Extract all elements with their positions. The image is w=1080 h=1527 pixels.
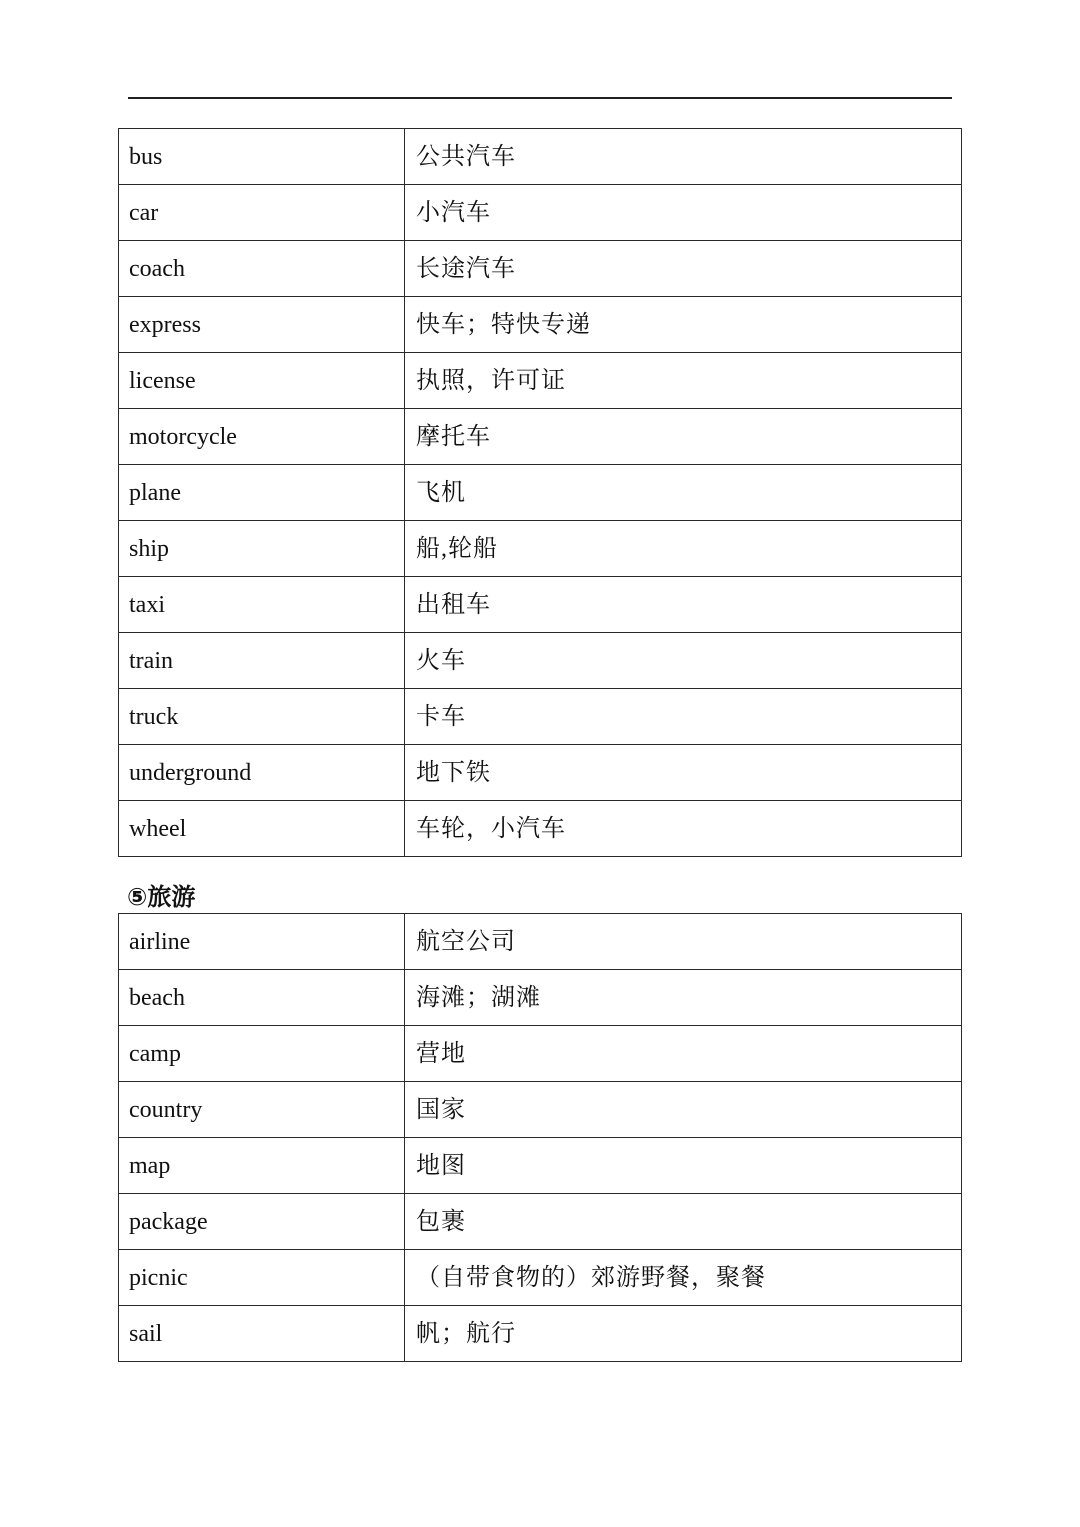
chinese-meaning: 卡车 [405, 689, 962, 745]
english-word: wheel [119, 801, 405, 857]
table-row [119, 521, 962, 577]
chinese-meaning: 国家 [405, 1082, 962, 1138]
table-row [119, 409, 962, 465]
english-word: country [119, 1082, 405, 1138]
chinese-meaning: 营地 [405, 1026, 962, 1082]
chinese-meaning: （自带食物的）郊游野餐，聚餐 [405, 1250, 962, 1306]
english-word: motorcycle [119, 409, 405, 465]
english-word: picnic [119, 1250, 405, 1306]
english-word: plane [119, 465, 405, 521]
table-row [119, 1082, 962, 1138]
table-row [119, 914, 962, 970]
english-word: package [119, 1194, 405, 1250]
header-rule [128, 97, 952, 99]
section-heading-travel: ⑤旅游 [127, 883, 196, 911]
english-word: taxi [119, 577, 405, 633]
table-row [119, 801, 962, 857]
english-word: car [119, 185, 405, 241]
english-word: sail [119, 1306, 405, 1362]
chinese-meaning: 车轮，小汽车 [405, 801, 962, 857]
chinese-meaning: 火车 [405, 633, 962, 689]
chinese-meaning: 地下铁 [405, 745, 962, 801]
chinese-meaning: 出租车 [405, 577, 962, 633]
english-word: train [119, 633, 405, 689]
table-row [119, 1306, 962, 1362]
english-word: map [119, 1138, 405, 1194]
table-row [119, 970, 962, 1026]
transport-vocab-table [118, 128, 962, 857]
table-row [119, 129, 962, 185]
table-row [119, 1026, 962, 1082]
table-row [119, 353, 962, 409]
chinese-meaning: 飞机 [405, 465, 962, 521]
travel-vocab-table [118, 913, 962, 1362]
chinese-meaning: 长途汽车 [405, 241, 962, 297]
table-row [119, 1250, 962, 1306]
chinese-meaning: 执照，许可证 [405, 353, 962, 409]
table-row [119, 689, 962, 745]
english-word: coach [119, 241, 405, 297]
table-row [119, 297, 962, 353]
table-row [119, 633, 962, 689]
english-word: ship [119, 521, 405, 577]
chinese-meaning: 帆；航行 [405, 1306, 962, 1362]
chinese-meaning: 快车；特快专递 [405, 297, 962, 353]
chinese-meaning: 地图 [405, 1138, 962, 1194]
english-word: bus [119, 129, 405, 185]
table-row [119, 241, 962, 297]
table-row [119, 1194, 962, 1250]
table-row [119, 185, 962, 241]
english-word: truck [119, 689, 405, 745]
chinese-meaning: 海滩；湖滩 [405, 970, 962, 1026]
table-row [119, 577, 962, 633]
chinese-meaning: 包裹 [405, 1194, 962, 1250]
chinese-meaning: 摩托车 [405, 409, 962, 465]
chinese-meaning: 航空公司 [405, 914, 962, 970]
english-word: camp [119, 1026, 405, 1082]
chinese-meaning: 公共汽车 [405, 129, 962, 185]
english-word: airline [119, 914, 405, 970]
chinese-meaning: 小汽车 [405, 185, 962, 241]
table-row [119, 1138, 962, 1194]
chinese-meaning: 船,轮船 [405, 521, 962, 577]
english-word: license [119, 353, 405, 409]
english-word: underground [119, 745, 405, 801]
english-word: beach [119, 970, 405, 1026]
english-word: express [119, 297, 405, 353]
table-row [119, 745, 962, 801]
table-row [119, 465, 962, 521]
